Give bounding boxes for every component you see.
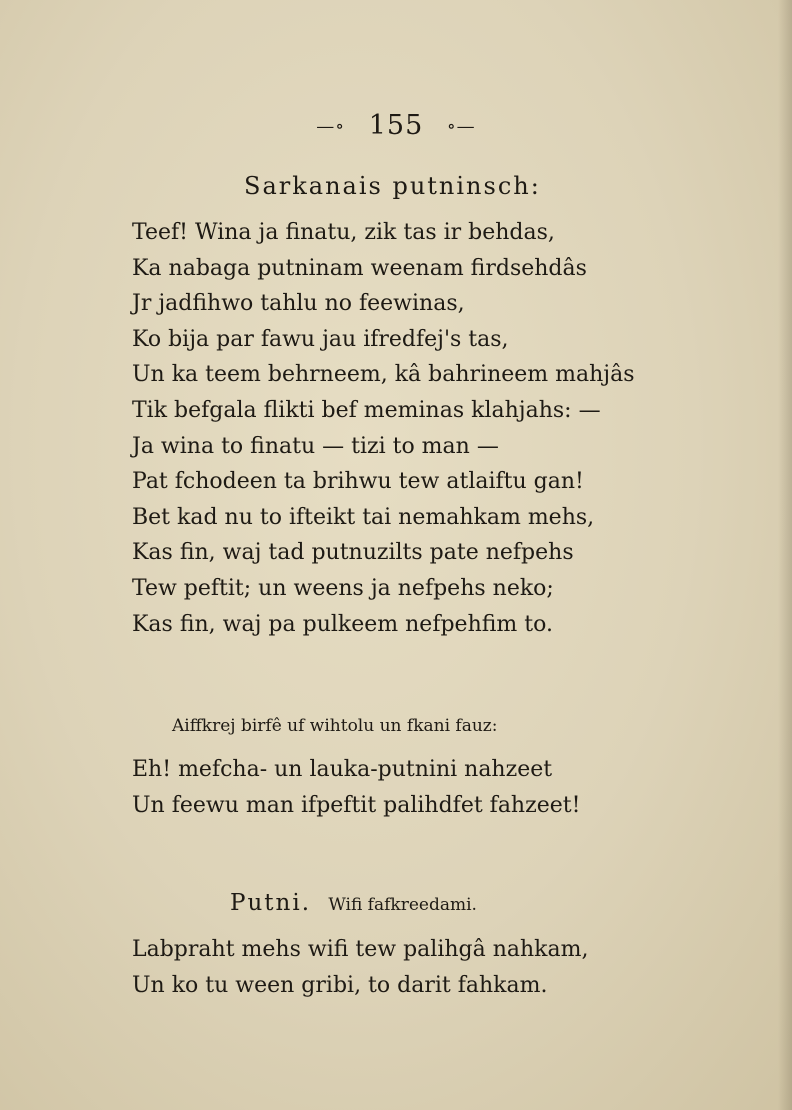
verse-line: Un ko tu ween gribi, to darit fahkam. (132, 972, 548, 998)
verse-line: Ka nabaga putninam weenam firdsehdâs (132, 255, 587, 281)
stage-direction: Wifi fafkreedami. (328, 895, 477, 915)
speaker-heading: Sarkanais putninsch: (244, 172, 541, 200)
verse-line: Kas fin, waj tad putnuzilts pate nefpehs (132, 540, 574, 566)
verse-line: Un feewu man ifpeftit palihdfet fahzeet! (132, 792, 581, 818)
verse-line: Eh! mefcha- un lauka-putnini nahzeet (132, 757, 553, 782)
verse-line: Bet kad nu to ifteikt tai nemahkam mehs, (132, 504, 595, 530)
verse-line: Labpraht mehs wifi tew palihgâ nahkam, (132, 937, 589, 962)
verse-line: Tik befgala flikti bef meminas klahjahs: — (132, 397, 601, 423)
verse-line: Teef! Wina ja finatu, zik tas ir behdas, (132, 220, 555, 245)
verse-block (132, 752, 580, 823)
speaker-heading (230, 890, 477, 916)
verse-line: Ja wina to finatu — tizi to man — (132, 433, 499, 459)
ornament-right: ∘— (446, 116, 476, 137)
page-edge-shadow (778, 0, 792, 1110)
verse-line: Un ka teem behrneem, kâ bahrineem mahjâs (132, 362, 635, 388)
verse-block (132, 932, 588, 1003)
verse-line: Pat fchodeen ta brihwu tew atlaiftu gan! (132, 469, 584, 495)
page-header (0, 110, 792, 141)
verse-block (132, 215, 635, 642)
verse-line: Tew peftit; un weens ja nefpehs neko; (132, 575, 554, 601)
verse-line: Jr jadfihwo tahlu no feewinas, (132, 291, 465, 317)
ornament-left: —∘ (316, 116, 346, 137)
speaker-name: Putni. (230, 890, 312, 916)
page-number: 155 (368, 110, 424, 141)
verse-line: Ko bija par fawu jau ifredfej's tas, (132, 326, 509, 352)
stage-direction: Aiffkrej birfê uf wihtolu un fkani fauz: (172, 716, 498, 736)
verse-line: Kas fin, waj pa pulkeem nefpehfim to. (132, 611, 553, 637)
